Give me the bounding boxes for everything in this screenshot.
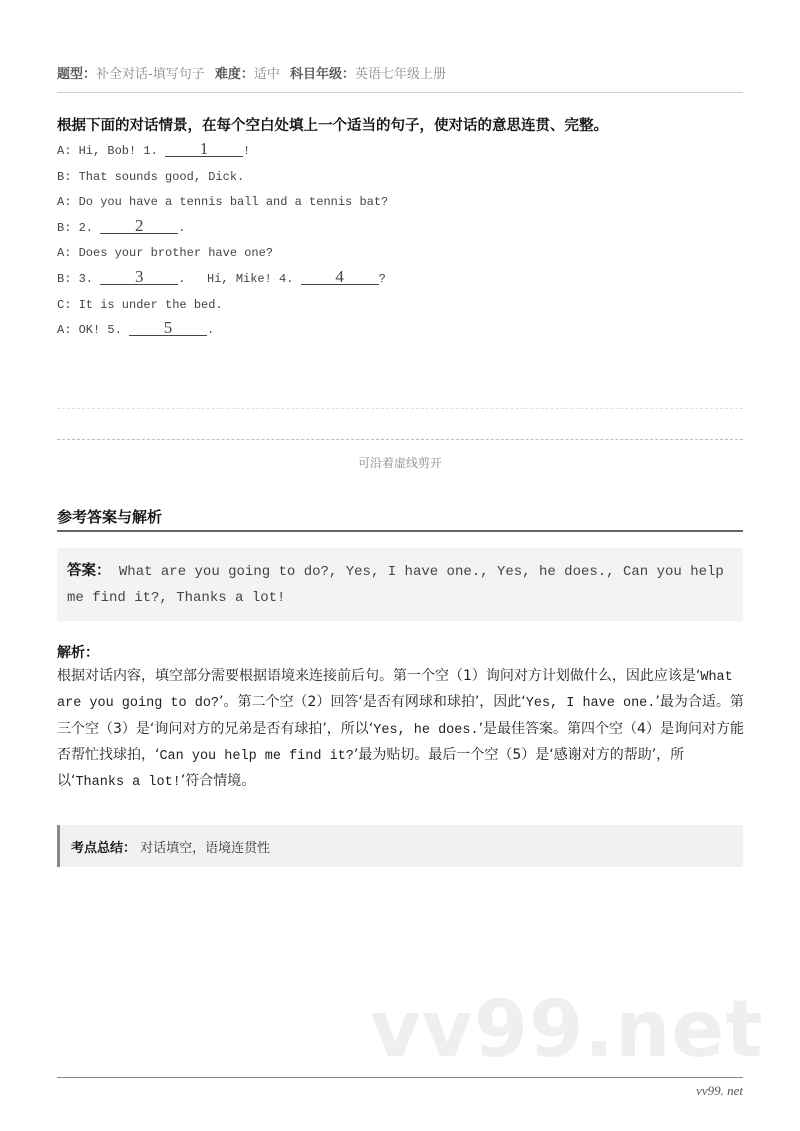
question-instruction: 根据下面的对话情景，在每个空白处填上一个适当的句子，使对话的意思连贯、完整。 — [57, 118, 608, 134]
question-meta — [57, 63, 446, 82]
difficulty-value: 适中 — [253, 67, 280, 82]
analysis-text: 根据对话内容，填空部分需要根据语境来连接前后句。第一个空（1）询问对方计划做什么，因此应该是‘What are you going to do?’。第二个空（2）回答‘是否有网球和球拍’，因此‘Yes, I have one.’最为合适。第三个空（3）是‘询问对方的兄弟是否有球拍’，所以‘Yes, he does.’是最佳答案。第四个空（4）是询问对方能否帮忙找球拍，‘Can you help me find it?’最为贴切。最后一个空（5）是‘感谢对方的帮助’，所以‘Thanks a lot!’符合情境。 — [57, 668, 744, 791]
meta-divider — [57, 92, 743, 93]
summary-box — [57, 825, 743, 867]
analysis-label: 解析： — [57, 645, 99, 661]
dialog-line-2: B: That sounds good, Dick. — [57, 169, 245, 184]
dialog-line-7: C: It is under the bed. — [57, 297, 223, 312]
solution-divider — [57, 530, 743, 532]
answer-box — [57, 548, 743, 621]
cut-line — [57, 439, 743, 440]
grade-value: 英语七年级上册 — [355, 67, 447, 82]
dialog-line-5: A: Does your brother have one? — [57, 246, 274, 261]
footer-site: vv99. net — [696, 1083, 743, 1098]
dialog-line-3: A: Do you have a tennis ball and a tennis bat? — [57, 195, 389, 210]
answer-label: 答案： — [67, 563, 111, 579]
summary-text: 对话填空，语境连贯性 — [140, 841, 271, 856]
cut-line-label: 可沿着虚线剪开 — [357, 456, 442, 470]
dialog-line-4: B: 2. 2 . — [57, 215, 186, 235]
dialog-line-8: A: OK! 5. 5 . — [57, 318, 215, 338]
answer-text: What are you going to do?, Yes, I have one., Yes, he does., Can you help me find it?, Thanks a lot! — [67, 564, 724, 606]
dashed-divider-light — [57, 408, 743, 409]
dialog-line-1: A: Hi, Bob! 1. 1 ! — [57, 139, 251, 158]
difficulty-label: 难度： — [214, 67, 254, 82]
dialog — [57, 139, 389, 347]
blank-2: 2 — [100, 219, 178, 234]
blank-4: 4 — [301, 270, 379, 285]
type-label: 题型： — [57, 67, 97, 82]
dialog-line-6: B: 3. 3 . Hi, Mike! 4. 4 ? — [57, 266, 386, 286]
blank-3: 3 — [100, 270, 178, 285]
footer-divider — [57, 1077, 743, 1078]
watermark: vv99.net — [370, 985, 764, 1075]
summary-label: 考点总结： — [71, 841, 137, 856]
blank-5: 5 — [129, 321, 207, 336]
type-value: 补全对话-填写句子 — [96, 67, 205, 82]
solution-title: 参考答案与解析 — [57, 508, 163, 526]
blank-1: 1 — [165, 142, 243, 157]
grade-label: 科目年级： — [290, 67, 356, 82]
